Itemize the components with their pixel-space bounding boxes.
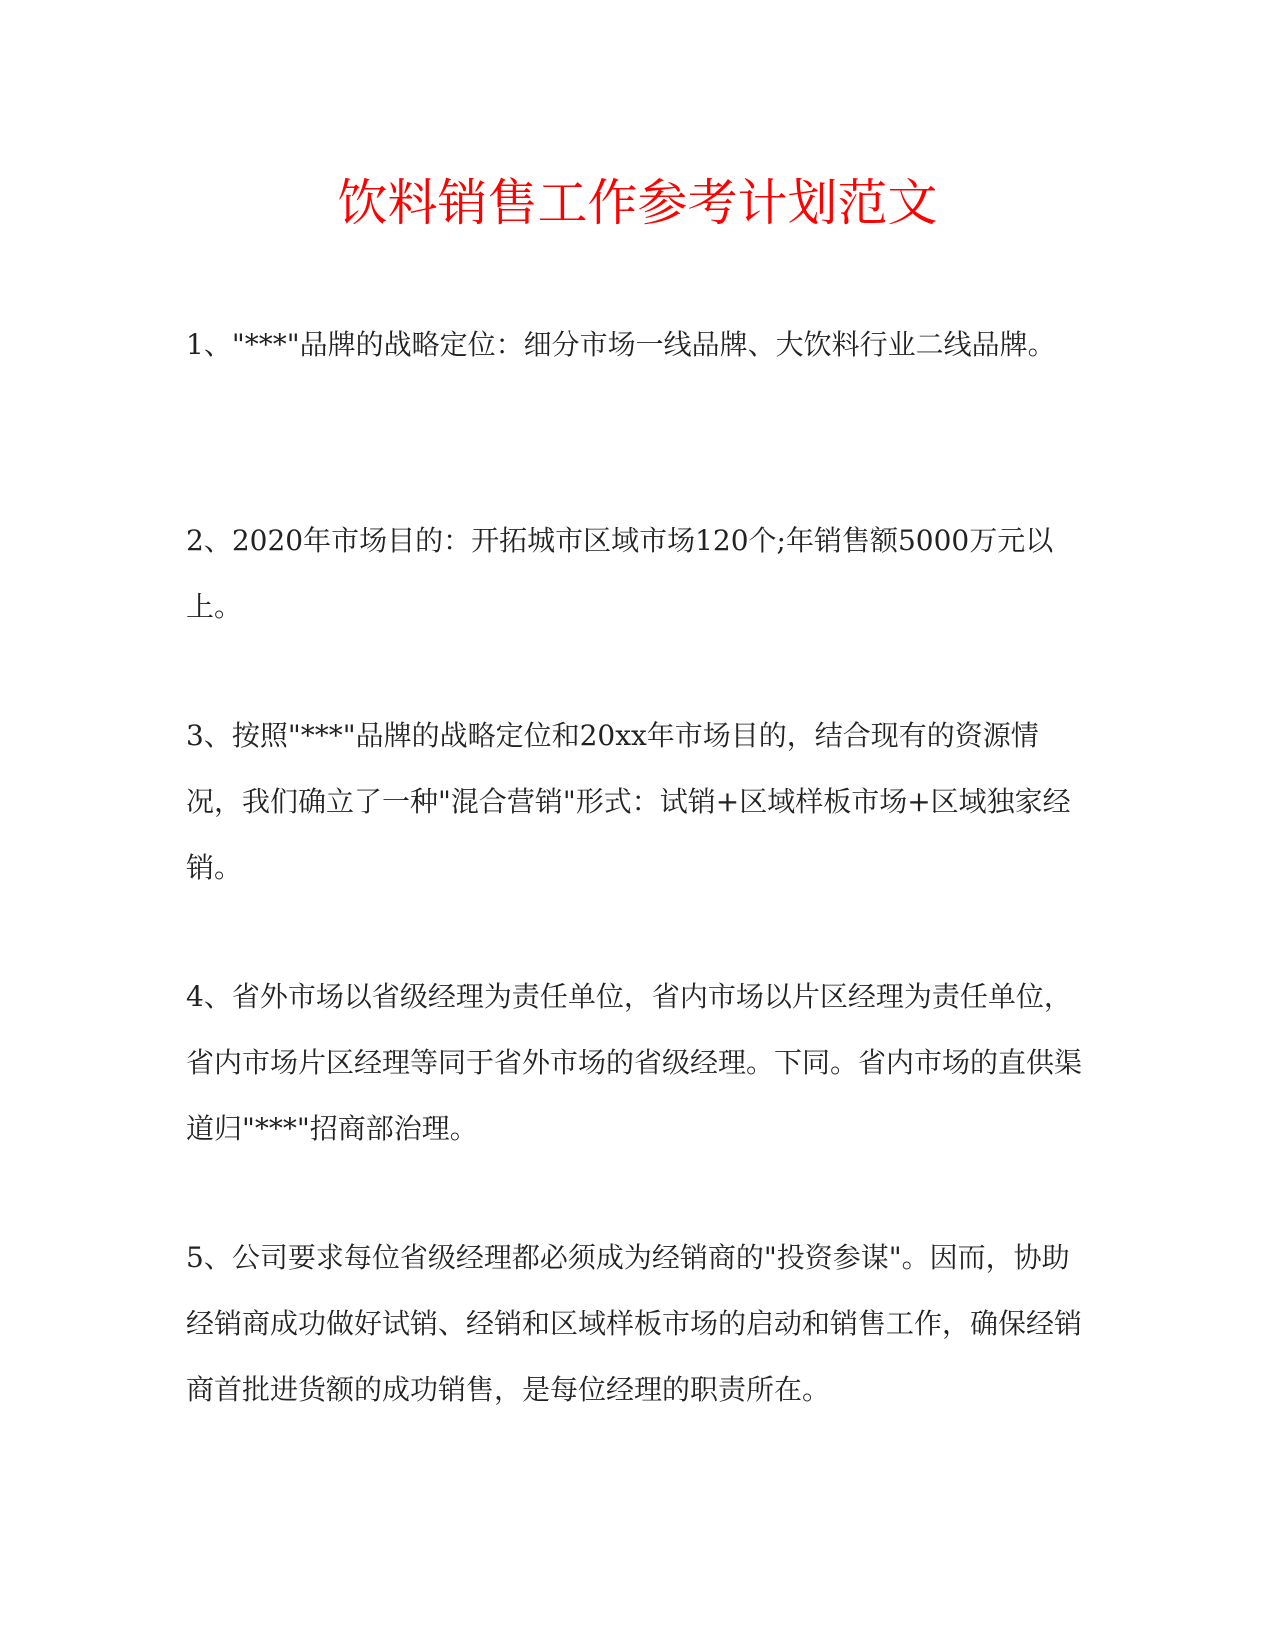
paragraph-3: 3、按照"***"品牌的战略定位和20xx年市场目的，结合现有的资源情况，我们确立了一种"混合营销"形式：试销+区域样板市场+区域独家经销。 [186, 719, 1071, 884]
document-title: 饮料销售工作参考计划范文 [337, 174, 938, 232]
paragraph-4: 4、省外市场以省级经理为责任单位，省内市场以片区经理为责任单位，省内市场片区经理等同于省外市场的省级经理。下同。省内市场的直供渠道归"***"招商部治理。 [186, 980, 1083, 1145]
paragraph-2: 2、2020年市场目的：开拓城市区域市场120个;年销售额5000万元以上。 [186, 524, 1054, 623]
paragraph-1: 1、"***"品牌的战略定位：细分市场一线品牌、大饮料行业二线品牌。 [186, 328, 1056, 361]
paragraph-5: 5、公司要求每位省级经理都必须成为经销商的"投资参谋"。因而，协助经销商成功做好试销、经销和区域样板市场的启动和销售工作，确保经销商首批进货额的成功销售，是每位经理的职责所在。 [186, 1241, 1083, 1406]
